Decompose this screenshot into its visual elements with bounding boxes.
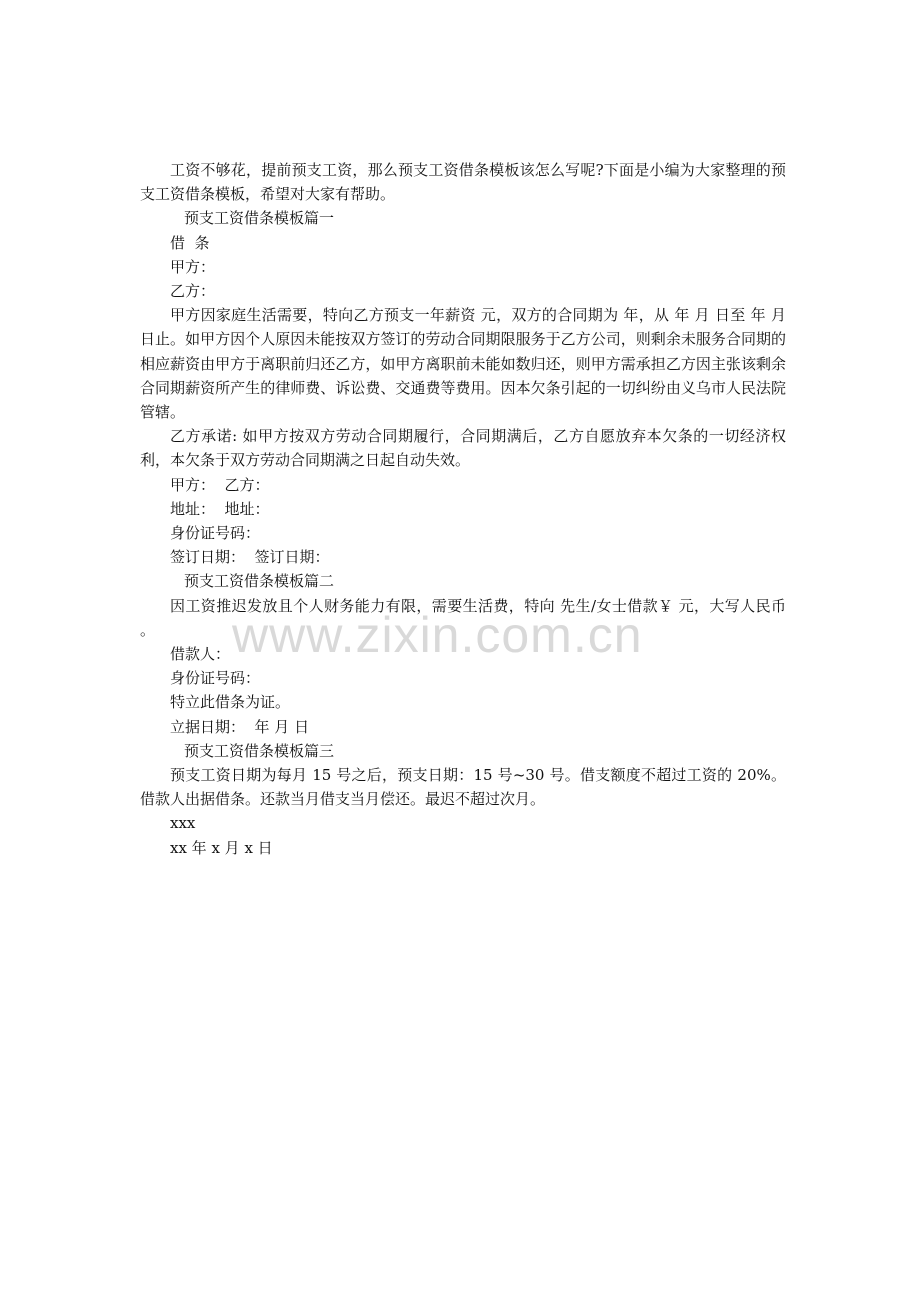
section-heading-1: 预支工资借条模板篇一	[184, 209, 335, 228]
intro-paragraph: 工资不够花，提前预支工资，那么预支工资借条模板该怎么写呢?下面是小编为大家整理的预支工资借条模板，希望对大家有帮助。	[140, 161, 786, 204]
iou-title: 借 条	[170, 233, 210, 252]
terms-paragraph: 甲方因家庭生活需要，特向乙方预支一年薪资 元，双方的合同期为 年，从 年 月 日至 年 月 日止。如甲方因个人原因未能按双方签订的劳动合同期限服务于乙方公司，则剩余未服务合同期的相应薪资由甲方于离职前归还乙方，如甲方离职前未能如数归还，则甲方需承担乙方因主张该剩余合同期薪资所产生的律师费、诉讼费、交通费等费用。因本欠条引起的一切纠纷由义乌市人民法院管辖。	[140, 306, 786, 422]
advance-rules-paragraph: 预支工资日期为每月 15 号之后，预支日期：15 号~30 号。借支额度不超过工资的 20%。借款人出据借条。还款当月借支当月偿还。最迟不超过次月。	[140, 766, 786, 809]
section-heading-2: 预支工资借条模板篇二	[184, 572, 335, 591]
proof-line: 特立此借条为证。	[170, 693, 291, 712]
signer-date: xx 年 x 月 x 日	[170, 838, 273, 857]
signature-parties: 甲方： 乙方：	[170, 475, 270, 494]
watermark: www.zixin.com.cn	[232, 607, 643, 663]
borrower-line: 借款人：	[170, 645, 231, 664]
party-a-line: 甲方：	[170, 257, 216, 276]
promise-paragraph: 乙方承诺: 如甲方按双方劳动合同期履行，合同期满后，乙方自愿放弃本欠条的一切经济权利，本欠条于双方劳动合同期满之日起自动失效。	[140, 427, 786, 470]
id-number-line: 身份证号码：	[170, 524, 261, 543]
address-line: 地址： 地址：	[170, 499, 270, 518]
borrower-id-line: 身份证号码：	[170, 669, 261, 688]
signer-name: xxx	[170, 814, 196, 833]
sign-date-line: 签订日期： 签订日期：	[170, 548, 330, 567]
section-heading-3: 预支工资借条模板篇三	[184, 741, 335, 760]
party-b-line: 乙方：	[170, 282, 216, 301]
document-body	[140, 158, 786, 860]
loan-paragraph: 因工资推迟发放且个人财务能力有限，需要生活费，特向 先生/女士借款￥ 元，大写人民币 。	[140, 596, 786, 639]
issue-date-line: 立据日期： 年 月 日	[170, 717, 310, 736]
